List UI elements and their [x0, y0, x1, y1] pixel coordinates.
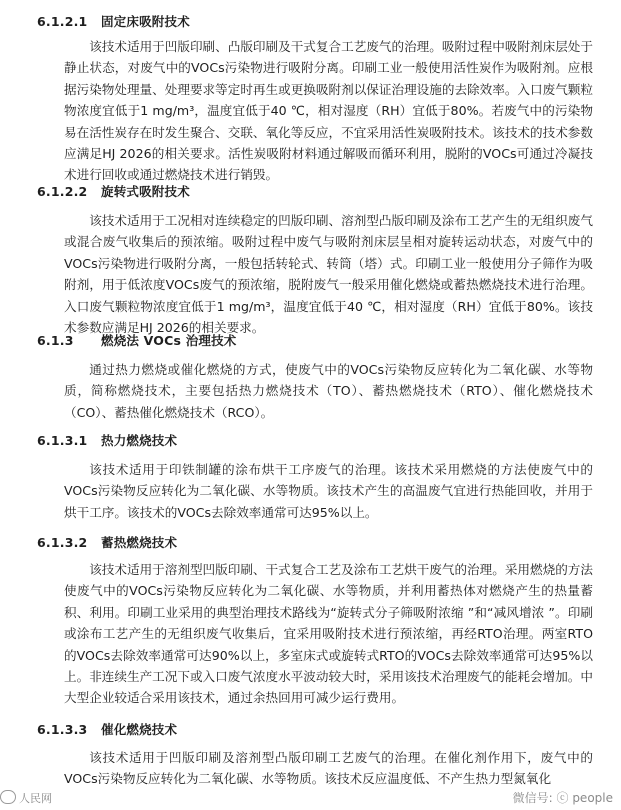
section-title: 热力燃烧技术: [101, 433, 178, 448]
section-number: 6.1.3: [37, 333, 74, 348]
paragraph-text: 该技术适用于工况相对连续稳定的凹版印刷、溶剂型凸版印刷及涂布工艺产生的无组织废气或混合废气收集后的预浓缩。吸附过程中废气与吸附剂床层呈相对旋转运动状态，对废气中的VOCs污染物进行吸附分离，一般包括转轮式、转筒（塔）式。印刷工业一般使用分子筛作为吸附剂，用于低浓度VOCs废气的预浓缩，脱附废气一般采用催化燃烧或蓄热燃烧技术进行治理。入口废气颗粒物浓度宜低于1 mg/m³，温度宜低于40 ℃，相对湿度（RH）宜低于80%。该技术参数应满足HJ 2026的相关要求。: [64, 213, 593, 336]
watermark-left: [0, 790, 52, 806]
paragraph-text: 该技术适用于溶剂型凹版印刷、干式复合工艺及涂布工艺烘干废气的治理。采用燃烧的方法使废气中的VOCs污染物反应转化为二氧化碳、水等物质，并利用蓄热体对燃烧产生的热量蓄积、利用。印刷工业采用的典型治理技术路线为“旋转式分子筛吸附浓缩 ”和“减风增浓 ”。印刷或涂布工艺产生的无组织废气收集后，宜采用吸附技术进行预浓缩，再经RTO治理。两室RTO的VOCs去除效率通常可达90%以上，多室床式或旋转式RTO的VOCs去除效率通常可达95%以上。非连续生产工况下或入口废气浓度水平波动较大时，采用该技术治理废气的能耗会增加。中大型企业较适合采用该技术，通过余热回用可减少运行费用。: [64, 562, 593, 706]
paragraph-text: 通过热力燃烧或催化燃烧的方式，使废气中的VOCs污染物反应转化为二氧化碳、水等物质，简称燃烧技术，主要包括热力燃烧技术（TO）、蓄热燃烧技术（RTO）、催化燃烧技术（CO）、蓄热催化燃烧技术（RCO）。: [64, 362, 593, 420]
section-number: 6.1.3.2: [37, 535, 88, 550]
paragraph: [64, 210, 593, 336]
section-title: 催化燃烧技术: [101, 722, 178, 737]
section-number: 6.1.3.1: [37, 433, 88, 448]
section-number: 6.1.2.1: [37, 14, 88, 29]
paragraph: [64, 36, 593, 183]
logo-icon: [0, 790, 16, 804]
paragraph-text: 该技术适用于凹版印刷及溶剂型凸版印刷工艺废气的治理。在催化剂作用下，废气中的VOCs污染物反应转化为二氧化碳、水等物质。该技术反应温度低、不产生热力型氮氧化: [64, 750, 593, 787]
section-title: 旋转式吸附技术: [101, 184, 190, 199]
watermark-right: [513, 789, 613, 806]
section-number: 6.1.2.2: [37, 184, 88, 199]
section-heading: [37, 12, 190, 30]
section-heading: [37, 431, 177, 449]
paragraph: [64, 459, 593, 525]
section-heading: [37, 533, 177, 551]
section-title: 蓄热燃烧技术: [101, 535, 178, 550]
paragraph-text: 该技术适用于凹版印刷、凸版印刷及干式复合工艺废气的治理。吸附过程中吸附剂床层处于静止状态，对废气中的VOCs污染物进行吸附分离。印刷工业一般使用活性炭作为吸附剂。应根据污染物处理量、处理要求等定时再生或更换吸附剂以保证治理设施的去除效率。入口废气颗粒物浓度宜低于1 mg/m³，温度宜低于40 ℃，相对湿度（RH）宜低于80%。若废气中的污染物易在活性炭存在时发生聚合、交联、氧化等反应，不宜采用活性炭吸附技术。该技术的技术参数应满足HJ 2026的相关要求。活性炭吸附材料通过解吸而循环利用，脱附的VOCs可通过冷凝技术进行回收或通过燃烧技术进行销毁。: [64, 39, 593, 183]
watermark-right-text: 微信号: ⓒ people: [512, 791, 613, 805]
section-title: 固定床吸附技术: [101, 14, 190, 29]
paragraph: [64, 359, 593, 425]
section-heading: [37, 720, 177, 738]
watermark-left-text: 人民网: [19, 792, 52, 805]
paragraph-text: 该技术适用于印铁制罐的涂布烘干工序废气的治理。该技术采用燃烧的方法使废气中的VOCs污染物反应转化为二氧化碳、水等物质。该技术产生的高温废气宜进行热能回收，并用于烘干工序。该技术的VOCs去除效率通常可达95%以上。: [64, 462, 593, 520]
section-heading: [37, 331, 237, 349]
section-heading: [37, 182, 190, 200]
paragraph: [64, 747, 593, 793]
paragraph: [64, 559, 593, 713]
section-number: 6.1.3.3: [37, 722, 88, 737]
section-title: 燃烧法 VOCs 治理技术: [101, 333, 237, 348]
